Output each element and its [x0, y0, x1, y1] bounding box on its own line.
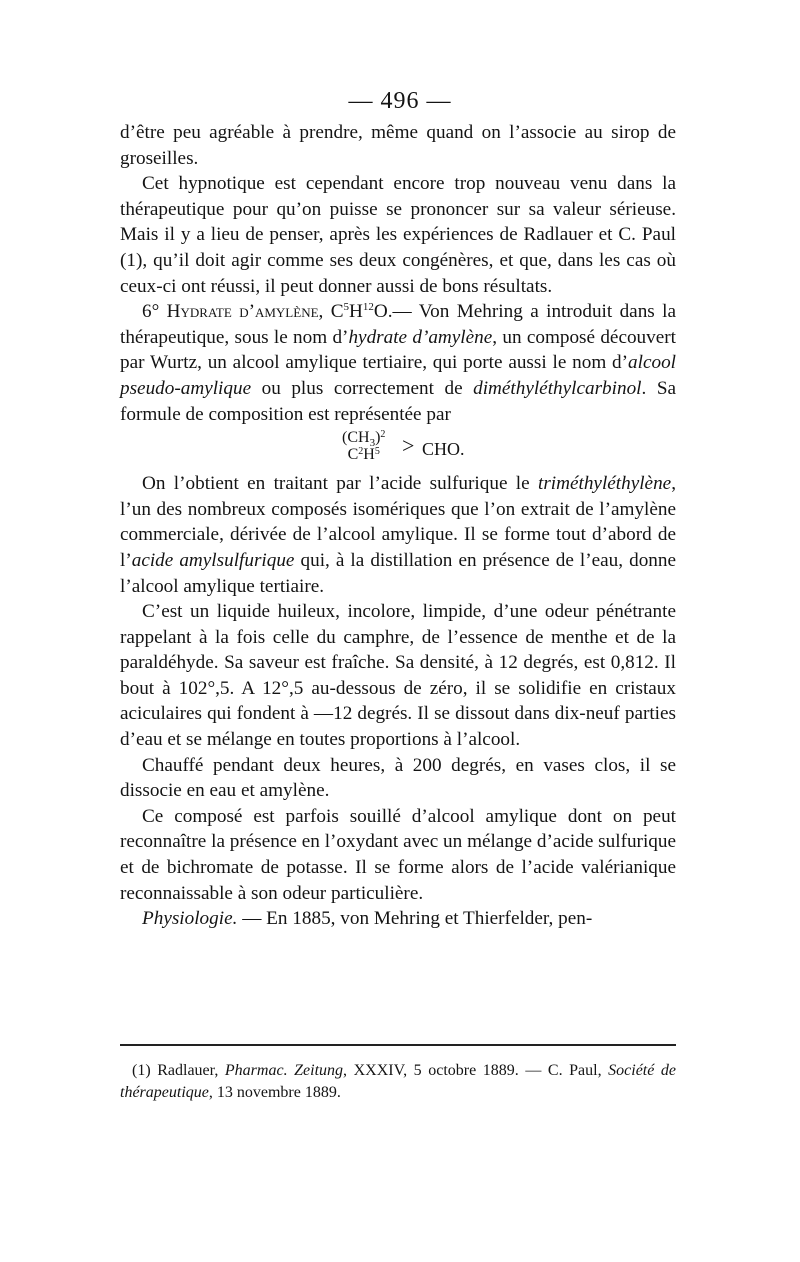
italic-term: acide amylsulfurique	[131, 549, 295, 571]
footnote-divider	[120, 1044, 676, 1046]
page-number: — 496 —	[348, 88, 452, 114]
paragraph-physiologie: Physiologie. — En 1885, von Mehring et Thierfelder, pen-	[142, 908, 593, 930]
chemical-formula: $C^5H^{12}O$.	[330, 301, 393, 323]
paragraph-obtention: On l’obtient en traitant par l’acide sulfurique le triméthyléthylène, l’un des nombreux composés isomériques que l’on extrait de l’amylène commerciale, dérivée de l’alcool amylique. Il se forme tout d’abord de l’acide amylsulfurique qui, à la distillation en présence de l’eau, donne l’alcool amylique tertiaire.	[120, 473, 676, 597]
italic-term: Société de thérapeutique	[120, 1062, 677, 1101]
italic-term: alcool pseudo-amylique	[120, 352, 676, 399]
structural-formula	[120, 427, 676, 471]
paragraph-dissociation: Chauffé pendant deux heures, à 200 degrés, en vases clos, il se dissocie en eau et amylène.	[120, 754, 676, 802]
paragraph-continuation: d’être peu agréable à prendre, même quand on l’associe au sirop de groseilles.	[120, 122, 676, 169]
formula-group: CHO.	[422, 439, 465, 460]
italic-term: Pharmac. Zeitung	[224, 1062, 344, 1079]
body-text	[120, 120, 676, 932]
paragraph-impurity: Ce composé est parfois souillé d’alcool amylique dont on peut reconnaître la présence en l’oxydant avec un mélange d’acide sulfurique et de bichromate de potasse. Il se forme alors de l’acide valérianique reconnaissable à son odeur particulière.	[120, 805, 676, 904]
italic-term: hydrate d’amylène	[348, 326, 493, 348]
section-number: 6°	[142, 301, 160, 323]
paragraph-properties: C’est un liquide huileux, incolore, limpide, d’une odeur pénétrante rappelant à la fois celle du camphre, de l’essence de menthe et de la paraldéhyde. Sa saveur est fraîche. Sa densité, à 12 degrés, est 0,812. Il bout à 102°,5. A 12°,5 au-dessous de zéro, il se solidifie en cristaux aciculaires qui fondent à —12 degrés. Il se dissout dans dix-neuf parties d’eau et se mélange en toutes proportions à l’alcool.	[120, 601, 676, 751]
italic-term: triméthyléthylène	[538, 473, 672, 495]
footnote: (1) Radlauer, Pharmac. Zeitung, XXXIV, 5 octobre 1889. — C. Paul, Société de thérapeutique, 13 novembre 1889.	[120, 1062, 677, 1101]
formula-bracket: >	[402, 433, 415, 459]
paragraph-hypnotique: Cet hypnotique est cependant encore trop nouveau venu dans la thérapeutique pour qu’on puisse se prononcer sur sa valeur sérieuse. Mais il y a lieu de penser, après les expériences de Radlauer et C. Paul (1), qu’il doit agir comme ses deux congénères, et que, dans les cas où ceux-ci ont réussi, il peut donner aussi de bons résultats.	[120, 173, 676, 297]
section-heading: Hydrate d’amylène,	[166, 301, 324, 323]
italic-term: diméthyléthylcarbinol	[473, 377, 642, 399]
italic-heading: Physiologie.	[142, 908, 238, 930]
formula-bottom: $C^2H^5$	[347, 446, 380, 464]
formula-top: $(CH_3)^2$	[342, 429, 386, 450]
paragraph-hydrate-amylene: 6° Hydrate d’amylène, $C^5H^{12}O.—$ Von Mehring a introduit dans la thérapeutique, sous le nom d’hydrate d’amylène, un composé découvert par Wurtz, un alcool amylique tertiaire, qui porte aussi le nom d’alcool pseudo-amylique ou plus correctement de diméthyléthylcarbinol. Sa formule de composition est représentée par	[120, 301, 677, 425]
